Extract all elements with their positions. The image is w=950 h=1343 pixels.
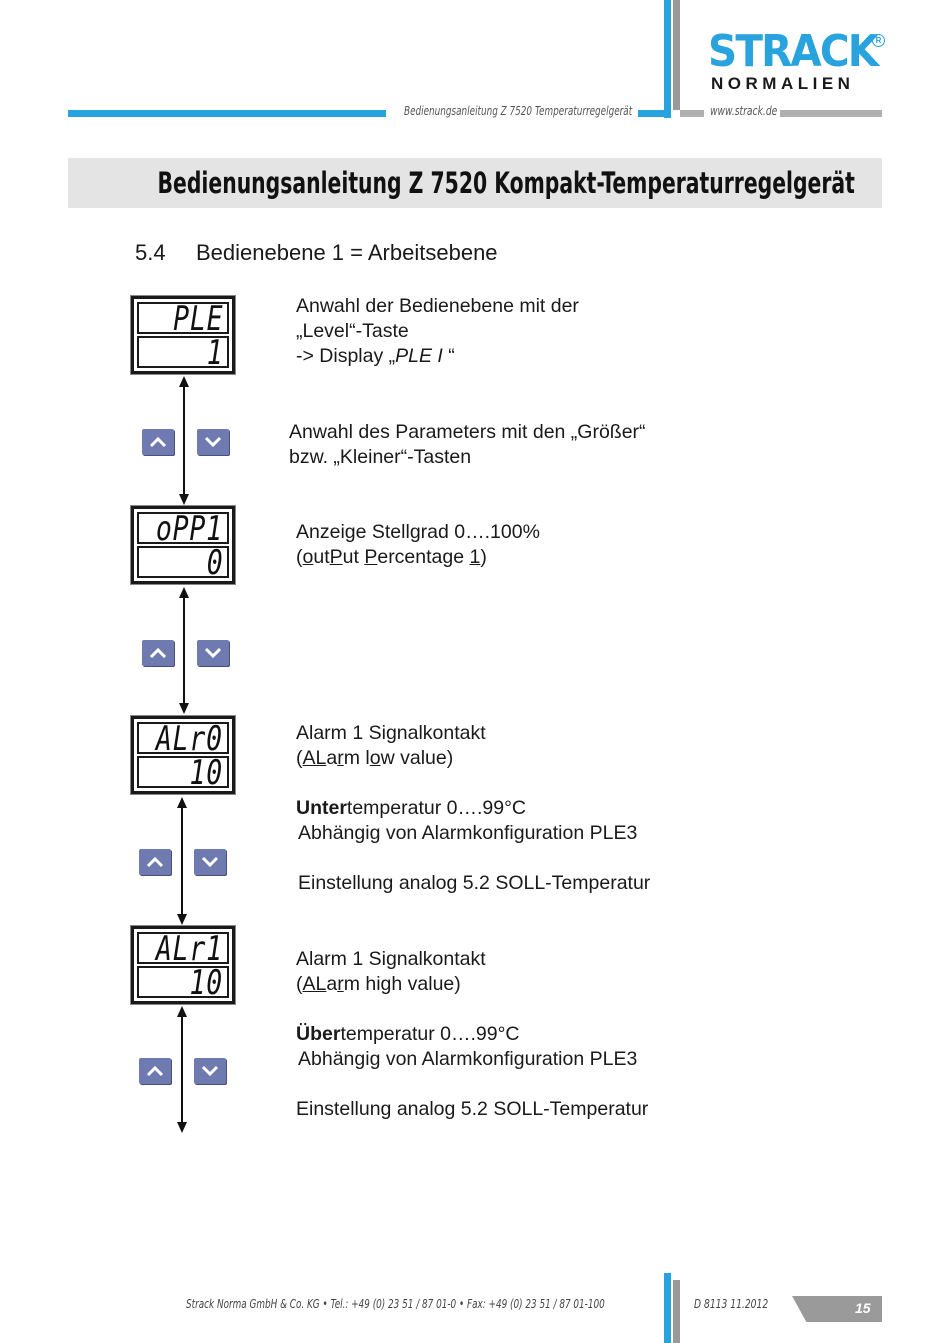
header-subtitle: Bedienungsanleitung Z 7520 Temperaturregelgerät — [404, 104, 633, 118]
text-alr1-part: a — [326, 973, 338, 995]
arrow-1-head-down — [179, 494, 189, 505]
text-alr0-line5: Einstellung analog 5.2 SOLL-Temperatur — [298, 872, 651, 894]
display-ple-top-value: PLE — [172, 302, 223, 334]
title-band — [68, 158, 882, 208]
text-ple-line3-prefix: -> Display „ — [296, 345, 396, 367]
text-opp-part: ) — [480, 546, 487, 568]
text-opp-part: o — [302, 546, 314, 568]
text-opp-part: P — [329, 546, 343, 568]
header-gray-line — [680, 110, 704, 117]
text-alr1-part: AL — [302, 973, 327, 995]
section-number: 5.4 — [135, 240, 166, 265]
text-alr0-line3-bold: Unter — [296, 797, 347, 819]
page-number: 15 — [855, 1300, 871, 1316]
logo-strack: STRACK — [708, 26, 878, 77]
down-key-3[interactable] — [194, 849, 226, 875]
footer-doc-ref: D 8113 11.2012 — [694, 1297, 769, 1311]
text-param-line1: Anwahl des Parameters mit den „Größer“ — [289, 421, 646, 443]
text-opp-part: ut — [342, 546, 365, 568]
text-ple-line3-code: PLE I — [395, 345, 443, 367]
text-alr0-part: l — [365, 747, 370, 769]
display-alr1-top-value: ALr1 — [156, 932, 223, 964]
text-alr1-line3 — [296, 1022, 519, 1047]
display-opp1-bottom — [137, 546, 229, 578]
text-alr0-part: o — [369, 747, 381, 769]
display-alr1-bottom — [137, 966, 229, 998]
down-key-1[interactable] — [197, 429, 229, 455]
chevron-down-icon — [201, 856, 219, 868]
text-alr0-line1: Alarm 1 Signalkontakt — [296, 722, 486, 744]
display-opp1-top-value: oPP1 — [156, 512, 223, 544]
text-alr1-line3-rest: temperatur 0….99°C — [340, 1023, 520, 1045]
chevron-up-icon — [146, 856, 164, 868]
header-url-link[interactable]: www.strack.de — [710, 104, 778, 118]
text-param-line2: bzw. „Kleiner“-Tasten — [289, 446, 472, 468]
text-alr0-part: w value) — [380, 747, 454, 769]
arrow-1-line — [183, 386, 185, 496]
up-key-3[interactable] — [139, 849, 171, 875]
chevron-down-icon — [204, 436, 222, 448]
up-key-1[interactable] — [142, 429, 174, 455]
text-alr0-part: a — [326, 747, 338, 769]
text-ple-line1: Anwahl der Bedienebene mit der — [296, 295, 579, 317]
chevron-up-icon — [149, 647, 167, 659]
display-opp1-top — [137, 512, 229, 544]
display-alr1 — [131, 926, 235, 1004]
chevron-up-icon — [146, 1065, 164, 1077]
header-gray-line-right — [780, 110, 882, 117]
text-alr0-part: m — [343, 747, 366, 769]
footer-vbar-gray — [673, 1280, 680, 1343]
text-opp-part: P — [364, 546, 378, 568]
text-alr0-line3 — [296, 796, 526, 821]
header-vbar-gray — [673, 0, 680, 110]
text-alr0-part: AL — [302, 747, 327, 769]
text-alr1-line1: Alarm 1 Signalkontakt — [296, 948, 486, 970]
logo-normalien: NORMALIEN — [711, 74, 855, 93]
display-alr0-top-value: ALr0 — [156, 722, 223, 754]
up-key-2[interactable] — [142, 640, 174, 666]
up-key-4[interactable] — [139, 1058, 171, 1084]
text-ple-line3 — [296, 344, 455, 369]
footer-vbar-blue — [664, 1273, 671, 1343]
text-alr0-line2 — [296, 746, 453, 771]
footer-company-info: Strack Norma GmbH & Co. KG • Tel.: +49 (0) 23 51 / 87 01-0 • Fax: +49 (0) 23 51 / 87 01-100 — [186, 1297, 605, 1311]
text-alr1-part: m high value) — [343, 973, 461, 995]
display-ple — [131, 296, 235, 374]
header-blue-line — [68, 110, 386, 117]
chevron-up-icon — [149, 436, 167, 448]
text-opp-line2 — [296, 545, 487, 570]
text-alr1-line2 — [296, 972, 461, 997]
arrow-4-line — [181, 1016, 183, 1124]
arrow-2-line — [183, 597, 185, 705]
text-opp-part: ercentage — [377, 546, 470, 568]
chevron-down-icon — [201, 1065, 219, 1077]
down-key-4[interactable] — [194, 1058, 226, 1084]
text-ple-line3-suffix: “ — [442, 345, 455, 367]
logo-registered-icon: R — [872, 34, 885, 47]
chevron-down-icon — [204, 647, 222, 659]
page-title: Bedienungsanleitung Z 7520 Kompakt-Temperaturregelgerät — [157, 166, 855, 200]
text-alr1-line3-bold: Über — [296, 1023, 341, 1045]
text-alr0-part: ( — [296, 747, 303, 769]
arrow-3-line — [181, 807, 183, 917]
display-alr0 — [131, 716, 235, 794]
display-opp1 — [131, 506, 235, 584]
text-ple-line2: „Level“-Taste — [296, 320, 409, 342]
text-opp-line1: Anzeige Stellgrad 0….100% — [296, 521, 540, 543]
arrow-2-head-down — [179, 703, 189, 714]
header-vbar-blue — [664, 0, 671, 118]
arrow-3-head-down — [177, 914, 187, 925]
section-title: Bedienebene 1 = Arbeitsebene — [196, 240, 498, 265]
header-blue-small — [638, 110, 666, 117]
text-alr0-line4: Abhängig von Alarmkonfiguration PLE3 — [298, 822, 638, 844]
display-opp1-bottom-value: 0 — [206, 546, 223, 578]
display-alr1-bottom-value: 10 — [189, 966, 223, 998]
down-key-2[interactable] — [197, 640, 229, 666]
text-alr1-part: r — [337, 973, 344, 995]
display-ple-bottom — [137, 336, 229, 368]
text-alr1-part: ( — [296, 973, 303, 995]
text-opp-part: 1 — [469, 546, 481, 568]
display-alr0-top — [137, 722, 229, 754]
display-alr0-bottom-value: 10 — [189, 756, 223, 788]
display-alr0-bottom — [137, 756, 229, 788]
text-opp-part: ut — [313, 546, 330, 568]
text-alr1-line5: Einstellung analog 5.2 SOLL-Temperatur — [296, 1098, 649, 1120]
arrow-4-head-down — [177, 1122, 187, 1133]
display-ple-bottom-value: 1 — [206, 336, 223, 368]
text-opp-part: ( — [296, 546, 303, 568]
text-alr0-line3-rest: temperatur 0….99°C — [346, 797, 526, 819]
display-ple-top — [137, 302, 229, 334]
text-alr1-line4: Abhängig von Alarmkonfiguration PLE3 — [298, 1048, 638, 1070]
display-alr1-top — [137, 932, 229, 964]
text-alr0-part: r — [337, 747, 344, 769]
